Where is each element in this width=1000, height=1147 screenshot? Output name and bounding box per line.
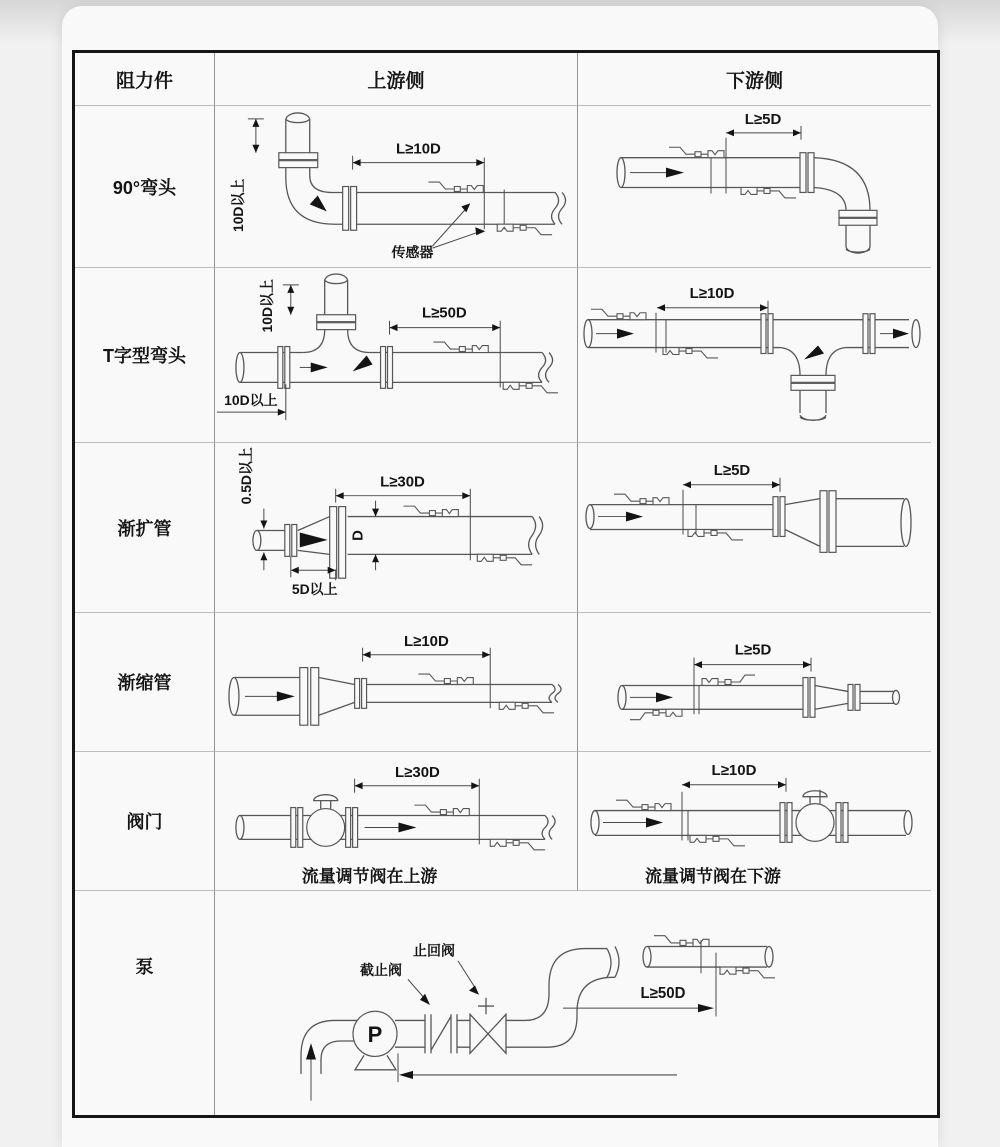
header-resistance-element: 阻力件 — [75, 53, 215, 106]
sensor-icon — [428, 182, 483, 192]
sensor-icon — [702, 675, 755, 685]
header-downstream: 下游侧 — [578, 53, 931, 106]
dim-label-vertical: 10D以上 — [229, 178, 246, 233]
row-label-valve: 阀门 — [75, 752, 215, 891]
sensor-icon — [490, 839, 545, 849]
flow-arrow-icon — [353, 355, 373, 371]
sensor-icon — [663, 348, 718, 358]
caption: 流量调节阀在下游 — [645, 867, 781, 887]
dim-label: L≥30D — [380, 473, 425, 491]
dim-label: L≥5D — [744, 110, 782, 128]
diagram-valve-downstream — [578, 752, 931, 890]
row-label-90-elbow: 90°弯头 — [75, 106, 215, 268]
cell-t-elbow-downstream — [578, 268, 931, 443]
cell-valve-upstream — [215, 752, 578, 891]
check-valve-label: 止回阀 — [413, 943, 455, 960]
flow-arrow-icon — [804, 346, 824, 360]
check-valve-cross-icon — [478, 998, 494, 1014]
diagram-valve-upstream — [215, 752, 577, 890]
sensor-icon — [690, 835, 745, 845]
sensor-icon — [616, 800, 671, 810]
dim-label-bottom: 5D以上 — [291, 581, 338, 598]
diagram-90-elbow-downstream — [578, 106, 931, 267]
flow-arrow-icon — [626, 512, 643, 522]
diagram-t-elbow-upstream — [215, 268, 577, 442]
cell-90-elbow-downstream — [578, 106, 931, 268]
flow-arrow-icon — [300, 532, 328, 547]
cell-t-elbow-upstream — [215, 268, 578, 443]
flow-arrow-icon — [306, 1043, 316, 1059]
flow-arrow-icon — [617, 329, 634, 339]
stop-valve-label: 截止阀 — [360, 963, 402, 980]
cell-reducer-downstream — [578, 613, 931, 752]
diagram-pump — [215, 891, 931, 1115]
dim-label-bottom: 10D以上 — [224, 392, 278, 409]
sensor-icon — [720, 967, 775, 978]
dim-label: L≥5D — [713, 461, 751, 479]
flow-arrow-icon — [666, 168, 684, 178]
dim-label: L≥10D — [689, 284, 735, 302]
dim-label: L≥10D — [396, 140, 441, 158]
row-label-t-elbow: T字型弯头 — [75, 268, 215, 443]
valve-stem-icon — [803, 790, 827, 804]
flow-arrow-icon — [646, 818, 663, 828]
row-label-pump: 泵 — [75, 891, 215, 1115]
row-label-expander: 渐扩管 — [75, 443, 215, 613]
cell-expander-upstream — [215, 443, 578, 613]
installation-requirements-table — [72, 50, 940, 1118]
cell-valve-downstream — [578, 752, 931, 891]
cell-pump-diagram — [215, 891, 931, 1115]
pump-base-icon — [355, 1055, 396, 1069]
header-upstream: 上游侧 — [215, 53, 578, 106]
flow-arrow-icon — [311, 362, 328, 372]
diagram-expander-upstream — [215, 443, 577, 612]
flow-arrow-icon — [398, 822, 416, 832]
sensor-icon — [414, 805, 469, 815]
flow-arrow-icon — [277, 691, 295, 701]
sensor-icon — [499, 702, 554, 712]
diagram-90-elbow-upstream — [215, 106, 577, 267]
diagram-reducer-downstream — [578, 613, 931, 751]
sensor-icon — [591, 309, 646, 319]
sensor-icon — [403, 506, 458, 516]
diagram-t-elbow-downstream — [578, 268, 931, 442]
stop-valve-icon — [425, 1014, 457, 1053]
flow-arrow-icon — [656, 692, 673, 702]
dim-label: L≥50D — [421, 304, 467, 322]
cell-reducer-upstream — [215, 613, 578, 752]
dim-label: L≥5D — [734, 641, 772, 659]
sensor-icon — [497, 224, 552, 234]
sensor-label: 传感器 — [391, 244, 434, 261]
dim-label-vertical: 10D以上 — [258, 279, 275, 333]
valve-icon — [307, 809, 345, 847]
diagram-reducer-upstream — [215, 613, 577, 751]
sensor-icon — [614, 494, 669, 504]
sensor-icon — [741, 187, 796, 197]
cell-expander-downstream — [578, 443, 931, 613]
valve-stem-icon — [314, 795, 338, 809]
caption: 流量调节阀在上游 — [301, 867, 438, 887]
flow-arrow-icon — [310, 195, 327, 211]
sensor-icon — [503, 382, 558, 392]
sensor-icon — [477, 554, 532, 564]
sensor-icon — [418, 674, 473, 684]
dim-label-vertical: 0.5D以上 — [237, 447, 254, 505]
sensor-icon — [630, 709, 682, 719]
sensor-icon — [669, 147, 724, 157]
flow-arrow-icon — [893, 329, 909, 339]
dim-label: L≥50D — [640, 984, 686, 1002]
dim-label: L≥10D — [711, 761, 757, 779]
pump-letter: P — [367, 1021, 383, 1048]
check-valve-icon — [470, 1014, 506, 1053]
dim-label: L≥30D — [395, 763, 440, 781]
cell-90-elbow-upstream — [215, 106, 578, 268]
valve-icon — [796, 804, 834, 842]
row-label-reducer: 渐缩管 — [75, 613, 215, 752]
dim-label: L≥10D — [404, 632, 449, 650]
dim-label-diameter: D — [349, 530, 367, 541]
diagram-expander-downstream — [578, 443, 931, 612]
sensor-icon — [433, 342, 488, 352]
